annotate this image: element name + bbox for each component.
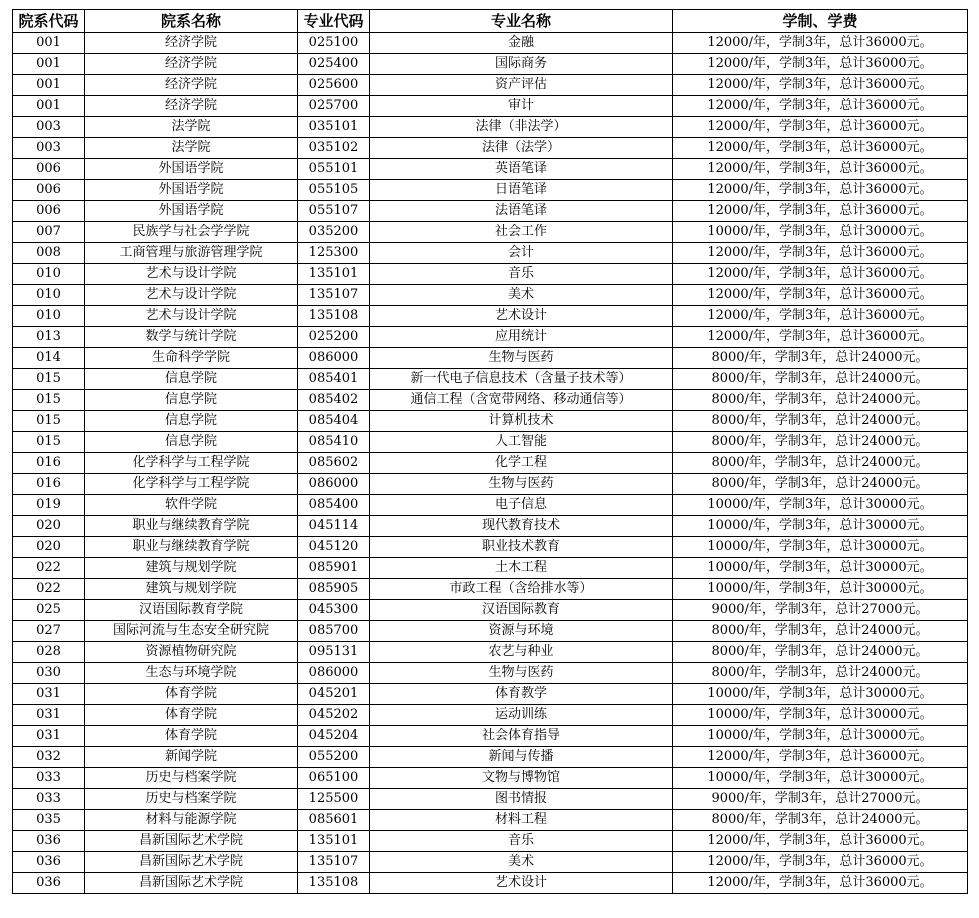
dept-code-cell: 015 bbox=[13, 369, 85, 390]
duration-fee-cell: 12000/年，学制3年，总计36000元。 bbox=[673, 747, 968, 768]
major-code-cell: 025600 bbox=[298, 75, 370, 96]
dept-code-cell: 031 bbox=[13, 705, 85, 726]
dept-code-cell: 010 bbox=[13, 264, 85, 285]
major-name-cell: 土木工程 bbox=[370, 558, 673, 579]
dept-name-cell: 化学科学与工程学院 bbox=[85, 453, 298, 474]
major-name-cell: 职业技术教育 bbox=[370, 537, 673, 558]
header-duration-fee: 学制、学费 bbox=[673, 10, 968, 33]
major-code-cell: 045204 bbox=[298, 726, 370, 747]
major-name-cell: 通信工程（含宽带网络、移动通信等） bbox=[370, 390, 673, 411]
duration-fee-cell: 12000/年，学制3年，总计36000元。 bbox=[673, 33, 968, 54]
header-major-name: 专业名称 bbox=[370, 10, 673, 33]
major-code-cell: 025400 bbox=[298, 54, 370, 75]
dept-code-cell: 031 bbox=[13, 684, 85, 705]
major-code-cell: 025200 bbox=[298, 327, 370, 348]
major-name-cell: 法律（非法学） bbox=[370, 117, 673, 138]
table-row bbox=[13, 117, 968, 138]
major-name-cell: 法语笔译 bbox=[370, 201, 673, 222]
major-code-cell: 085905 bbox=[298, 579, 370, 600]
major-code-cell: 035102 bbox=[298, 138, 370, 159]
major-name-cell: 资产评估 bbox=[370, 75, 673, 96]
duration-fee-cell: 10000/年，学制3年，总计30000元。 bbox=[673, 579, 968, 600]
major-name-cell: 图书情报 bbox=[370, 789, 673, 810]
dept-code-cell: 036 bbox=[13, 831, 85, 852]
major-code-cell: 045114 bbox=[298, 516, 370, 537]
duration-fee-cell: 10000/年，学制3年，总计30000元。 bbox=[673, 558, 968, 579]
dept-name-cell: 经济学院 bbox=[85, 54, 298, 75]
major-name-cell: 会计 bbox=[370, 243, 673, 264]
dept-name-cell: 经济学院 bbox=[85, 75, 298, 96]
table-row bbox=[13, 621, 968, 642]
dept-name-cell: 历史与档案学院 bbox=[85, 789, 298, 810]
major-code-cell: 035101 bbox=[298, 117, 370, 138]
table-row bbox=[13, 243, 968, 264]
duration-fee-cell: 10000/年，学制3年，总计30000元。 bbox=[673, 768, 968, 789]
major-name-cell: 美术 bbox=[370, 285, 673, 306]
major-code-cell: 085601 bbox=[298, 810, 370, 831]
major-name-cell: 艺术设计 bbox=[370, 873, 673, 894]
dept-name-cell: 体育学院 bbox=[85, 684, 298, 705]
major-name-cell: 汉语国际教育 bbox=[370, 600, 673, 621]
major-name-cell: 资源与环境 bbox=[370, 621, 673, 642]
dept-name-cell: 外国语学院 bbox=[85, 201, 298, 222]
major-name-cell: 文物与博物馆 bbox=[370, 768, 673, 789]
table-row bbox=[13, 432, 968, 453]
dept-code-cell: 001 bbox=[13, 54, 85, 75]
duration-fee-cell: 10000/年，学制3年，总计30000元。 bbox=[673, 537, 968, 558]
table-row bbox=[13, 768, 968, 789]
dept-code-cell: 028 bbox=[13, 642, 85, 663]
dept-name-cell: 昌新国际艺术学院 bbox=[85, 873, 298, 894]
major-name-cell: 电子信息 bbox=[370, 495, 673, 516]
dept-name-cell: 经济学院 bbox=[85, 33, 298, 54]
major-name-cell: 计算机技术 bbox=[370, 411, 673, 432]
major-name-cell: 日语笔译 bbox=[370, 180, 673, 201]
table-row bbox=[13, 138, 968, 159]
table-row bbox=[13, 579, 968, 600]
major-code-cell: 086000 bbox=[298, 474, 370, 495]
duration-fee-cell: 9000/年，学制3年，总计27000元。 bbox=[673, 600, 968, 621]
dept-code-cell: 027 bbox=[13, 621, 85, 642]
dept-code-cell: 032 bbox=[13, 747, 85, 768]
major-code-cell: 135108 bbox=[298, 306, 370, 327]
major-name-cell: 社会工作 bbox=[370, 222, 673, 243]
dept-code-cell: 007 bbox=[13, 222, 85, 243]
table-row bbox=[13, 747, 968, 768]
dept-code-cell: 020 bbox=[13, 516, 85, 537]
dept-name-cell: 新闻学院 bbox=[85, 747, 298, 768]
dept-code-cell: 016 bbox=[13, 453, 85, 474]
dept-name-cell: 信息学院 bbox=[85, 369, 298, 390]
duration-fee-cell: 12000/年，学制3年，总计36000元。 bbox=[673, 180, 968, 201]
dept-code-cell: 022 bbox=[13, 579, 85, 600]
dept-code-cell: 033 bbox=[13, 768, 85, 789]
major-code-cell: 135108 bbox=[298, 873, 370, 894]
header-major-code: 专业代码 bbox=[298, 10, 370, 33]
major-name-cell: 国际商务 bbox=[370, 54, 673, 75]
dept-name-cell: 昌新国际艺术学院 bbox=[85, 852, 298, 873]
table-row bbox=[13, 705, 968, 726]
table-row bbox=[13, 726, 968, 747]
major-name-cell: 生物与医药 bbox=[370, 474, 673, 495]
dept-name-cell: 艺术与设计学院 bbox=[85, 285, 298, 306]
dept-name-cell: 法学院 bbox=[85, 138, 298, 159]
duration-fee-cell: 8000/年，学制3年，总计24000元。 bbox=[673, 369, 968, 390]
major-name-cell: 社会体育指导 bbox=[370, 726, 673, 747]
duration-fee-cell: 12000/年，学制3年，总计36000元。 bbox=[673, 306, 968, 327]
major-name-cell: 市政工程（含给排水等） bbox=[370, 579, 673, 600]
major-code-cell: 045300 bbox=[298, 600, 370, 621]
major-name-cell: 应用统计 bbox=[370, 327, 673, 348]
dept-code-cell: 010 bbox=[13, 285, 85, 306]
dept-code-cell: 001 bbox=[13, 96, 85, 117]
table-row bbox=[13, 516, 968, 537]
duration-fee-cell: 12000/年，学制3年，总计36000元。 bbox=[673, 75, 968, 96]
dept-name-cell: 信息学院 bbox=[85, 432, 298, 453]
dept-name-cell: 外国语学院 bbox=[85, 180, 298, 201]
dept-code-cell: 022 bbox=[13, 558, 85, 579]
major-name-cell: 材料工程 bbox=[370, 810, 673, 831]
dept-code-cell: 006 bbox=[13, 180, 85, 201]
major-code-cell: 055200 bbox=[298, 747, 370, 768]
duration-fee-cell: 9000/年，学制3年，总计27000元。 bbox=[673, 789, 968, 810]
major-code-cell: 095131 bbox=[298, 642, 370, 663]
major-name-cell: 体育教学 bbox=[370, 684, 673, 705]
duration-fee-cell: 8000/年，学制3年，总计24000元。 bbox=[673, 432, 968, 453]
duration-fee-cell: 12000/年，学制3年，总计36000元。 bbox=[673, 243, 968, 264]
table-row bbox=[13, 306, 968, 327]
table-row bbox=[13, 684, 968, 705]
dept-name-cell: 信息学院 bbox=[85, 411, 298, 432]
major-code-cell: 085410 bbox=[298, 432, 370, 453]
table-row bbox=[13, 810, 968, 831]
major-name-cell: 化学工程 bbox=[370, 453, 673, 474]
major-name-cell: 音乐 bbox=[370, 831, 673, 852]
dept-code-cell: 033 bbox=[13, 789, 85, 810]
duration-fee-cell: 10000/年，学制3年，总计30000元。 bbox=[673, 684, 968, 705]
dept-code-cell: 014 bbox=[13, 348, 85, 369]
major-code-cell: 135101 bbox=[298, 264, 370, 285]
dept-code-cell: 020 bbox=[13, 537, 85, 558]
major-code-cell: 085401 bbox=[298, 369, 370, 390]
dept-name-cell: 汉语国际教育学院 bbox=[85, 600, 298, 621]
major-code-cell: 055107 bbox=[298, 201, 370, 222]
dept-name-cell: 职业与继续教育学院 bbox=[85, 516, 298, 537]
table-row bbox=[13, 285, 968, 306]
table-row bbox=[13, 789, 968, 810]
table-row bbox=[13, 75, 968, 96]
major-code-cell: 045120 bbox=[298, 537, 370, 558]
major-name-cell: 生物与医药 bbox=[370, 663, 673, 684]
dept-name-cell: 昌新国际艺术学院 bbox=[85, 831, 298, 852]
duration-fee-cell: 12000/年，学制3年，总计36000元。 bbox=[673, 873, 968, 894]
table-row bbox=[13, 453, 968, 474]
table-row bbox=[13, 33, 968, 54]
duration-fee-cell: 8000/年，学制3年，总计24000元。 bbox=[673, 474, 968, 495]
table-row bbox=[13, 411, 968, 432]
major-name-cell: 新闻与传播 bbox=[370, 747, 673, 768]
major-code-cell: 086000 bbox=[298, 663, 370, 684]
table-row bbox=[13, 642, 968, 663]
major-code-cell: 045201 bbox=[298, 684, 370, 705]
major-code-cell: 085404 bbox=[298, 411, 370, 432]
table-row bbox=[13, 222, 968, 243]
dept-code-cell: 036 bbox=[13, 873, 85, 894]
major-code-cell: 085400 bbox=[298, 495, 370, 516]
major-code-cell: 135107 bbox=[298, 285, 370, 306]
dept-code-cell: 031 bbox=[13, 726, 85, 747]
dept-name-cell: 建筑与规划学院 bbox=[85, 558, 298, 579]
dept-name-cell: 化学科学与工程学院 bbox=[85, 474, 298, 495]
major-code-cell: 025700 bbox=[298, 96, 370, 117]
dept-code-cell: 015 bbox=[13, 432, 85, 453]
duration-fee-cell: 8000/年，学制3年，总计24000元。 bbox=[673, 810, 968, 831]
major-code-cell: 135101 bbox=[298, 831, 370, 852]
table-header bbox=[13, 10, 968, 33]
duration-fee-cell: 8000/年，学制3年，总计24000元。 bbox=[673, 390, 968, 411]
duration-fee-cell: 8000/年，学制3年，总计24000元。 bbox=[673, 348, 968, 369]
duration-fee-cell: 12000/年，学制3年，总计36000元。 bbox=[673, 285, 968, 306]
table-row bbox=[13, 558, 968, 579]
dept-name-cell: 经济学院 bbox=[85, 96, 298, 117]
dept-code-cell: 006 bbox=[13, 159, 85, 180]
major-code-cell: 035200 bbox=[298, 222, 370, 243]
duration-fee-cell: 12000/年，学制3年，总计36000元。 bbox=[673, 138, 968, 159]
dept-code-cell: 030 bbox=[13, 663, 85, 684]
major-name-cell: 农艺与种业 bbox=[370, 642, 673, 663]
dept-code-cell: 035 bbox=[13, 810, 85, 831]
dept-code-cell: 016 bbox=[13, 474, 85, 495]
table-row bbox=[13, 390, 968, 411]
dept-name-cell: 生命科学学院 bbox=[85, 348, 298, 369]
major-name-cell: 艺术设计 bbox=[370, 306, 673, 327]
dept-name-cell: 工商管理与旅游管理学院 bbox=[85, 243, 298, 264]
major-code-cell: 125300 bbox=[298, 243, 370, 264]
table-row bbox=[13, 96, 968, 117]
major-code-cell: 085901 bbox=[298, 558, 370, 579]
duration-fee-cell: 12000/年，学制3年，总计36000元。 bbox=[673, 54, 968, 75]
dept-code-cell: 001 bbox=[13, 33, 85, 54]
table-row bbox=[13, 474, 968, 495]
dept-name-cell: 艺术与设计学院 bbox=[85, 306, 298, 327]
major-name-cell: 运动训练 bbox=[370, 705, 673, 726]
duration-fee-cell: 12000/年，学制3年，总计36000元。 bbox=[673, 831, 968, 852]
dept-code-cell: 001 bbox=[13, 75, 85, 96]
table-row bbox=[13, 54, 968, 75]
table-row bbox=[13, 180, 968, 201]
dept-code-cell: 003 bbox=[13, 117, 85, 138]
dept-code-cell: 006 bbox=[13, 201, 85, 222]
duration-fee-cell: 12000/年，学制3年，总计36000元。 bbox=[673, 852, 968, 873]
dept-name-cell: 艺术与设计学院 bbox=[85, 264, 298, 285]
major-name-cell: 金融 bbox=[370, 33, 673, 54]
duration-fee-cell: 10000/年，学制3年，总计30000元。 bbox=[673, 222, 968, 243]
table-row bbox=[13, 495, 968, 516]
dept-code-cell: 013 bbox=[13, 327, 85, 348]
dept-code-cell: 010 bbox=[13, 306, 85, 327]
duration-fee-cell: 12000/年，学制3年，总计36000元。 bbox=[673, 264, 968, 285]
major-code-cell: 065100 bbox=[298, 768, 370, 789]
dept-code-cell: 036 bbox=[13, 852, 85, 873]
dept-code-cell: 019 bbox=[13, 495, 85, 516]
major-code-cell: 055101 bbox=[298, 159, 370, 180]
major-name-cell: 生物与医药 bbox=[370, 348, 673, 369]
major-code-cell: 055105 bbox=[298, 180, 370, 201]
dept-name-cell: 职业与继续教育学院 bbox=[85, 537, 298, 558]
table-row bbox=[13, 873, 968, 894]
dept-name-cell: 软件学院 bbox=[85, 495, 298, 516]
dept-name-cell: 建筑与规划学院 bbox=[85, 579, 298, 600]
dept-name-cell: 信息学院 bbox=[85, 390, 298, 411]
duration-fee-cell: 10000/年，学制3年，总计30000元。 bbox=[673, 705, 968, 726]
duration-fee-cell: 10000/年，学制3年，总计30000元。 bbox=[673, 495, 968, 516]
table-body bbox=[13, 33, 968, 894]
major-code-cell: 135107 bbox=[298, 852, 370, 873]
dept-code-cell: 015 bbox=[13, 390, 85, 411]
dept-name-cell: 国际河流与生态安全研究院 bbox=[85, 621, 298, 642]
header-dept-code: 院系代码 bbox=[13, 10, 85, 33]
duration-fee-cell: 12000/年，学制3年，总计36000元。 bbox=[673, 96, 968, 117]
dept-name-cell: 法学院 bbox=[85, 117, 298, 138]
table-row bbox=[13, 663, 968, 684]
duration-fee-cell: 8000/年，学制3年，总计24000元。 bbox=[673, 411, 968, 432]
dept-code-cell: 008 bbox=[13, 243, 85, 264]
table-row bbox=[13, 369, 968, 390]
table-row bbox=[13, 600, 968, 621]
duration-fee-cell: 10000/年，学制3年，总计30000元。 bbox=[673, 516, 968, 537]
major-code-cell: 086000 bbox=[298, 348, 370, 369]
major-code-cell: 125500 bbox=[298, 789, 370, 810]
dept-name-cell: 历史与档案学院 bbox=[85, 768, 298, 789]
table-row bbox=[13, 348, 968, 369]
dept-code-cell: 015 bbox=[13, 411, 85, 432]
major-name-cell: 审计 bbox=[370, 96, 673, 117]
dept-name-cell: 生态与环境学院 bbox=[85, 663, 298, 684]
tuition-table bbox=[12, 9, 968, 894]
major-name-cell: 人工智能 bbox=[370, 432, 673, 453]
dept-name-cell: 外国语学院 bbox=[85, 159, 298, 180]
major-code-cell: 045202 bbox=[298, 705, 370, 726]
major-code-cell: 085602 bbox=[298, 453, 370, 474]
major-name-cell: 法律（法学） bbox=[370, 138, 673, 159]
duration-fee-cell: 10000/年，学制3年，总计30000元。 bbox=[673, 726, 968, 747]
table-row bbox=[13, 327, 968, 348]
table-row bbox=[13, 537, 968, 558]
dept-name-cell: 资源植物研究院 bbox=[85, 642, 298, 663]
dept-name-cell: 材料与能源学院 bbox=[85, 810, 298, 831]
duration-fee-cell: 12000/年，学制3年，总计36000元。 bbox=[673, 159, 968, 180]
major-code-cell: 025100 bbox=[298, 33, 370, 54]
duration-fee-cell: 12000/年，学制3年，总计36000元。 bbox=[673, 327, 968, 348]
major-name-cell: 新一代电子信息技术（含量子技术等） bbox=[370, 369, 673, 390]
dept-name-cell: 体育学院 bbox=[85, 726, 298, 747]
duration-fee-cell: 8000/年，学制3年，总计24000元。 bbox=[673, 642, 968, 663]
table-row bbox=[13, 159, 968, 180]
table-row bbox=[13, 201, 968, 222]
dept-code-cell: 003 bbox=[13, 138, 85, 159]
major-name-cell: 英语笔译 bbox=[370, 159, 673, 180]
dept-code-cell: 025 bbox=[13, 600, 85, 621]
duration-fee-cell: 8000/年，学制3年，总计24000元。 bbox=[673, 453, 968, 474]
table-row bbox=[13, 831, 968, 852]
dept-name-cell: 体育学院 bbox=[85, 705, 298, 726]
major-code-cell: 085402 bbox=[298, 390, 370, 411]
major-name-cell: 音乐 bbox=[370, 264, 673, 285]
major-code-cell: 085700 bbox=[298, 621, 370, 642]
table-row bbox=[13, 852, 968, 873]
duration-fee-cell: 12000/年，学制3年，总计36000元。 bbox=[673, 201, 968, 222]
header-dept-name: 院系名称 bbox=[85, 10, 298, 33]
duration-fee-cell: 12000/年，学制3年，总计36000元。 bbox=[673, 117, 968, 138]
major-name-cell: 现代教育技术 bbox=[370, 516, 673, 537]
dept-name-cell: 数学与统计学院 bbox=[85, 327, 298, 348]
table-row bbox=[13, 264, 968, 285]
duration-fee-cell: 8000/年，学制3年，总计24000元。 bbox=[673, 663, 968, 684]
header-row bbox=[13, 10, 968, 33]
dept-name-cell: 民族学与社会学学院 bbox=[85, 222, 298, 243]
duration-fee-cell: 8000/年，学制3年，总计24000元。 bbox=[673, 621, 968, 642]
major-name-cell: 美术 bbox=[370, 852, 673, 873]
